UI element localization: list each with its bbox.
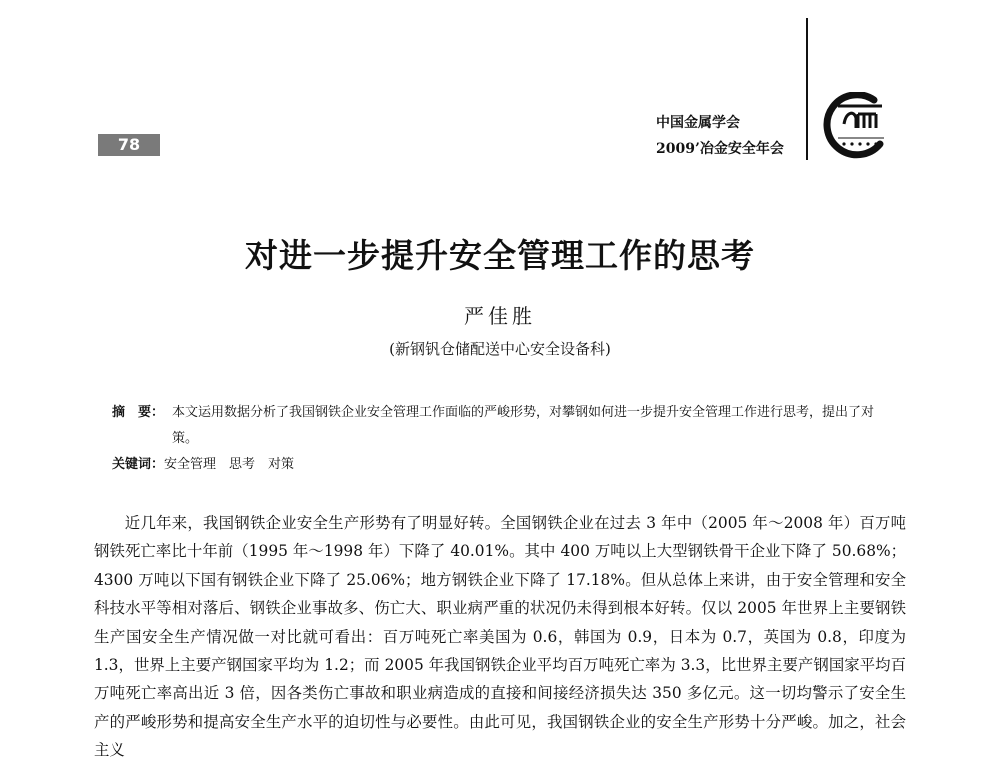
body-paragraph: 近几年来，我国钢铁企业安全生产形势有了明显好转。全国钢铁企业在过去 3 年中（2005 年～2008 年）百万吨钢铁死亡率比十年前（1995 年～1998 年）下降了 40.01%。其中 400 万吨以上大型钢铁骨干企业下降了 50.68%；4300 万吨以下国有钢铁企业下降了 25.06%；地方钢铁企业下降了 17.18%。但从总体上来讲，由于安全管理和安全科技水平等相对落后、钢铁企业事故多、伤亡大、职业病严重的状况仍未得到根本好转。仅以 2005 年世界上主要钢铁生产国安全生产情况做一对比就可看出：百万吨死亡率美国为 0.6，韩国为 0.9，日本为 0.7，英国为 0.8，印度为 1.3，世界上主要产钢国家平均为 1.2；而 2005 年我国钢铁企业平均百万吨死亡率为 3.3，比世界主要产钢国家平均百万吨死亡率高出近 3 倍，因各类伤亡事故和职业病造成的直接和间接经济损失达 350 多亿元。这一切均警示了安全生产的严峻形势和提高安全生产水平的迫切性与必要性。由此可见，我国钢铁企业的安全生产形势十分严峻。加之，社会主义 (94, 514, 906, 760)
keywords-label: 关键词： (112, 457, 165, 472)
keywords (112, 452, 892, 478)
page-number: 78 (98, 134, 160, 156)
abstract-label: 摘 要： (112, 405, 165, 420)
society-name: 中国金属学会 (656, 115, 740, 131)
article-title: 对进一步提升安全管理工作的思考 (245, 236, 755, 275)
society-logo-icon (814, 92, 894, 162)
header-divider (806, 18, 808, 160)
abstract (112, 400, 892, 452)
author-name: 严佳胜 (464, 304, 536, 328)
conference-name: 2009’冶金安全年会 (656, 141, 784, 157)
author-affiliation: (新钢钒仓储配送中心安全设备科) (389, 340, 611, 358)
conference-header (656, 110, 806, 162)
keywords-text: 安全管理 思考 对策 (164, 457, 295, 472)
abstract-text: 本文运用数据分析了我国钢铁企业安全管理工作面临的严峻形势，对攀钢如何进一步提升安全管理工作进行思考，提出了对策。 (172, 405, 875, 446)
